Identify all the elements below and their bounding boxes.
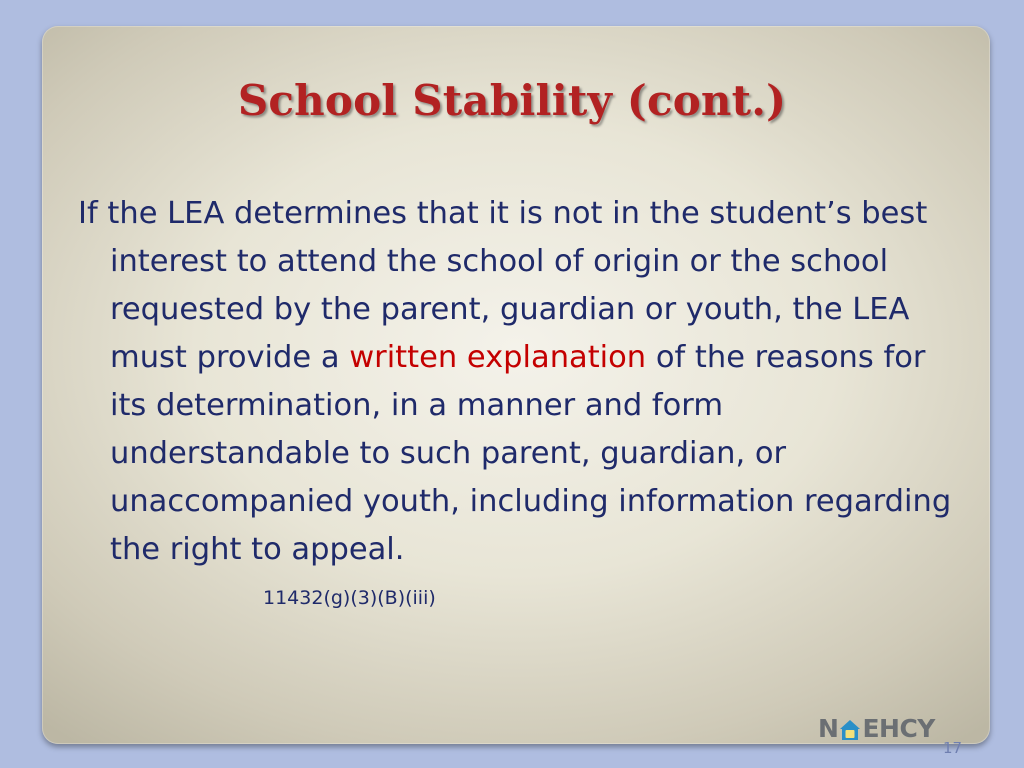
house-icon [839, 718, 861, 740]
legal-citation: 11432(g)(3)(B)(iii) [263, 587, 436, 609]
body-text-end: of the reasons for its determination, in a manner and form understandable to such parent, guardian, or unaccompanied youth, including information regarding the right to appeal. [110, 340, 952, 567]
logo-text-suffix: EHCY [862, 714, 935, 743]
logo-text-prefix: N [818, 714, 839, 743]
body-text-start: If the LEA determines that it is not in the student’s best interest to attend the school of origin or the school requested by the parent, guardian or youth, the LEA must provide a [78, 196, 928, 375]
nchey-logo [818, 714, 935, 743]
body-paragraph [78, 190, 968, 574]
slide-body [78, 190, 968, 574]
slide-title: School Stability (cont.) [237, 76, 787, 125]
highlighted-phrase: written explanation [349, 340, 647, 375]
page-number: 17 [943, 739, 963, 757]
